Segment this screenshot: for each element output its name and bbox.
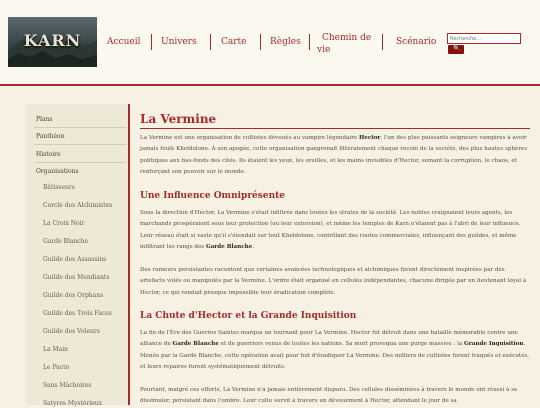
hector-link[interactable]: Hector	[358, 135, 381, 141]
garde-blanche-link[interactable]: Garde Blanche	[172, 341, 219, 348]
sidebar-subitem[interactable]: Guilde des Trois Faces	[43, 310, 112, 317]
nav-divider	[151, 34, 152, 50]
sidebar	[26, 104, 130, 405]
sidebar-subitem[interactable]: Le Pacte	[43, 364, 70, 371]
sidebar-subitem[interactable]: Guilde des Mendiants	[43, 274, 110, 281]
section-title: La Chute d'Hector et la Grande Inquisition	[140, 311, 357, 321]
sidebar-subitem[interactable]: La Main	[43, 346, 68, 353]
nav-divider	[260, 34, 261, 50]
sidebar-item-histoire[interactable]: Histoire	[36, 151, 61, 158]
paragraph: Sous la direction d'Hector, La Vermine s'était infiltrée dans toutes les strates de la société. Les nobles craignaient leurs agents, les marchands prospéraient sous leur protection (ou leur extorsion), et même les temples de Karn n'étaient pas à l'abri de leur influence. Leur réseau était si vaste qu'il s'étendait sur tout Kheldolone, contrôlant des routes commerciales, influençant des guildes, et même infiltrant les rangs des Garde Blanche.	[140, 210, 521, 250]
nav-univers[interactable]: Univers	[161, 37, 197, 47]
sidebar-divider	[34, 144, 126, 145]
sidebar-subitem[interactable]: Guilde des Assassins	[43, 256, 107, 263]
title-divider	[140, 128, 530, 129]
paragraph: Pourtant, malgré ces efforts, La Vermine n'a jamais entièrement disparu. Des cellules disséminées à travers le monde ont réussi à se dissimuler, persistant dans l'ombre. Leur culte survit à travers un dévouement à Hector, attendant le jour de sa	[140, 387, 518, 405]
page-title: La Vermine	[140, 112, 217, 126]
site-logo[interactable]	[8, 17, 97, 67]
sidebar-subitem[interactable]: Cercle des Alchimistes	[43, 202, 113, 209]
nav-scenario[interactable]: Scénario	[396, 37, 437, 47]
paragraph: La fin de l'Ère des Guerres Saintes marqua un tournant pour La Vermine. Hector fut détruit dans une bataille mémorable contre une alliance de Garde Blanche et de guerriers venus de toutes les nations. Sa mort provoqua une purge massive : la Grande Inquisition. Menée par la Garde Blanche, cette opération avait pour but d'éradiquer La Vermine. Des milliers de cultistes furent traqués et exécutés, et leurs repaires furent systématiquement détruits.	[140, 330, 530, 370]
site-header	[0, 0, 540, 86]
sidebar-subitem[interactable]: La Croix Noir	[43, 220, 85, 227]
nav-divider	[382, 34, 383, 50]
nav-carte[interactable]: Carte	[221, 37, 247, 47]
sidebar-item-plans[interactable]: Plans	[36, 116, 53, 123]
sidebar-item-pantheon[interactable]: Panthéon	[36, 133, 65, 140]
sidebar-subitem[interactable]: Garde Blanche	[43, 238, 89, 245]
nav-chemin-de-vie-line2[interactable]: vie	[317, 45, 331, 55]
sidebar-subitem[interactable]: Guilde des Voleurs	[43, 328, 100, 335]
logo-text: KARN	[23, 31, 82, 50]
nav-chemin-de-vie-line1[interactable]: Chemin de	[322, 33, 372, 43]
intro-paragraph: La Vermine est une organisation de cultistes dévoués au vampire légendaire Hector, l'un des plus puissants seigneurs vampires à avoir jamais foulé Kheldolone. À son apogée, cette organisation gangrenait littéralement chaque recoin de la société, des plus hautes sphères politiques aux bas-fonds des cités. Ils étaient les yeux, les oreilles, et les mains invisibles d'Hector, semant la corruption, le chaos, et renforçant son pouvoir sur le monde.	[140, 135, 528, 175]
sidebar-subitem[interactable]: Guilde des Orphans	[43, 292, 104, 299]
sidebar-divider	[34, 127, 126, 128]
nav-accueil[interactable]: Accueil	[107, 37, 141, 47]
sidebar-subitem[interactable]: Bâtisseurs	[43, 184, 75, 191]
sidebar-subitem[interactable]: Sans Mâchoires	[43, 382, 92, 389]
sidebar-divider	[34, 162, 126, 163]
search-icon: 🔍	[453, 46, 461, 52]
search-button[interactable]	[448, 45, 464, 54]
grande-inquisition-link[interactable]: Grande Inquisition	[464, 341, 524, 348]
garde-blanche-link[interactable]: Garde Blanche	[205, 243, 253, 250]
nav-divider	[309, 34, 310, 50]
search-input[interactable]	[447, 33, 521, 44]
nav-divider	[210, 34, 211, 50]
paragraph: Des rumeurs persistantes racontent que certaines avancées technologiques et alchimiques furent directement inspirées par des artefacts volés ou manipulés par la Vermine. L'ordre était organisé en cellules indépendantes, chacune dirigée par un lieutenant loyal à Hector, ce qui rendait presque impossible leur éradication complète.	[140, 267, 527, 296]
sidebar-item-organisations[interactable]: Organisations	[36, 168, 79, 175]
nav-regles[interactable]: Règles	[270, 37, 301, 47]
sidebar-subitem[interactable]: Satyres Mystérieux	[43, 400, 103, 407]
section-title: Une Influence Omniprésente	[140, 191, 286, 201]
